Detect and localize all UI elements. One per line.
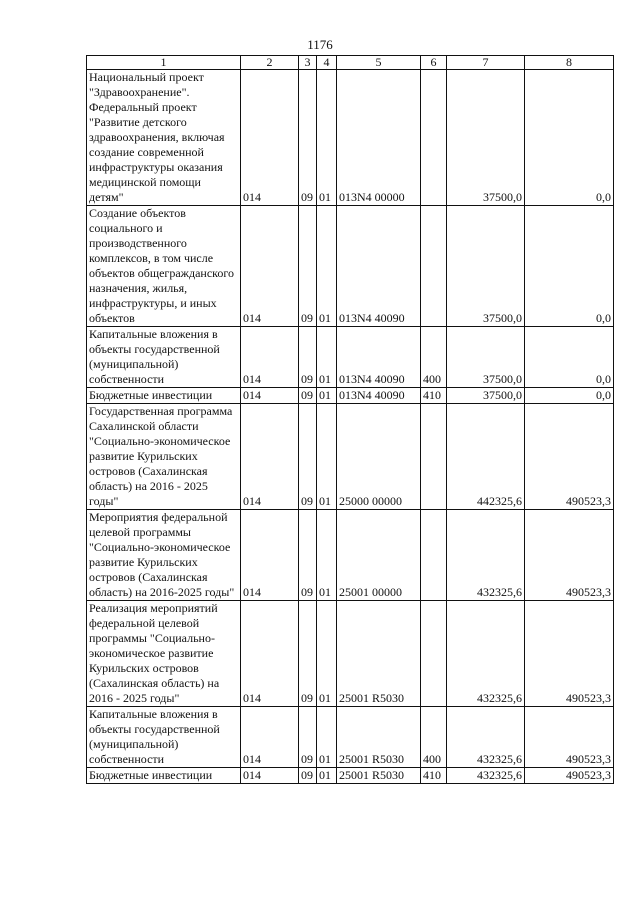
row-name: Мероприятия федеральной целевой программы "Социально-экономическое развитие Курильских островов (Сахалинская область) на 2016-2025 годы"	[87, 510, 241, 601]
subsection-code: 01	[317, 768, 337, 784]
column-header: 8	[525, 56, 614, 70]
ministry-code: 014	[241, 601, 299, 707]
row-name: Государственная программа Сахалинской области "Социально-экономическое развитие Курильских островов (Сахалинская область) на 2016 - 2025 годы"	[87, 404, 241, 510]
table-row	[87, 707, 614, 768]
amount-col-7: 432325,6	[447, 707, 525, 768]
subsection-code: 01	[317, 404, 337, 510]
amount-col-8: 0,0	[525, 327, 614, 388]
row-name: Бюджетные инвестиции	[87, 388, 241, 404]
ministry-code: 014	[241, 707, 299, 768]
expense-type-code	[421, 206, 447, 327]
amount-col-8: 490523,3	[525, 404, 614, 510]
target-article-code: 25001 R5030	[337, 601, 421, 707]
amount-col-7: 432325,6	[447, 768, 525, 784]
row-name: Капитальные вложения в объекты государственной (муниципальной) собственности	[87, 327, 241, 388]
expense-type-code	[421, 510, 447, 601]
table-row	[87, 206, 614, 327]
amount-col-8: 0,0	[525, 206, 614, 327]
section-code: 09	[299, 510, 317, 601]
page-number: 1176	[307, 37, 333, 52]
expense-type-code: 400	[421, 327, 447, 388]
table-row	[87, 768, 614, 784]
row-name: Создание объектов социального и производственного комплексов, в том числе объектов общегражданского назначения, жилья, инфраструктуры, и иных объектов	[87, 206, 241, 327]
subsection-code: 01	[317, 388, 337, 404]
section-code: 09	[299, 707, 317, 768]
row-name: Национальный проект "Здравоохранение". Федеральный проект "Развитие детского здравоохранения, включая создание современной инфраструктуры оказания медицинской помощи детям"	[87, 70, 241, 206]
row-name: Капитальные вложения в объекты государственной (муниципальной) собственности	[87, 707, 241, 768]
column-header: 7	[447, 56, 525, 70]
amount-col-8: 490523,3	[525, 768, 614, 784]
subsection-code: 01	[317, 70, 337, 206]
expense-type-code	[421, 601, 447, 707]
amount-col-7: 432325,6	[447, 510, 525, 601]
section-code: 09	[299, 768, 317, 784]
ministry-code: 014	[241, 510, 299, 601]
ministry-code: 014	[241, 768, 299, 784]
ministry-code: 014	[241, 327, 299, 388]
table-row	[87, 601, 614, 707]
expense-type-code: 410	[421, 388, 447, 404]
subsection-code: 01	[317, 206, 337, 327]
ministry-code: 014	[241, 70, 299, 206]
subsection-code: 01	[317, 707, 337, 768]
column-header: 5	[337, 56, 421, 70]
target-article-code: 25001 00000	[337, 510, 421, 601]
table-row	[87, 510, 614, 601]
amount-col-8: 490523,3	[525, 707, 614, 768]
ministry-code: 014	[241, 404, 299, 510]
amount-col-7: 37500,0	[447, 70, 525, 206]
section-code: 09	[299, 601, 317, 707]
expense-type-code: 410	[421, 768, 447, 784]
ministry-code: 014	[241, 206, 299, 327]
section-code: 09	[299, 404, 317, 510]
section-code: 09	[299, 206, 317, 327]
amount-col-7: 37500,0	[447, 327, 525, 388]
target-article-code: 013N4 40090	[337, 388, 421, 404]
target-article-code: 013N4 40090	[337, 327, 421, 388]
expense-type-code	[421, 70, 447, 206]
section-code: 09	[299, 70, 317, 206]
column-header: 3	[299, 56, 317, 70]
column-header: 1	[87, 56, 241, 70]
column-header: 4	[317, 56, 337, 70]
ministry-code: 014	[241, 388, 299, 404]
amount-col-8: 490523,3	[525, 510, 614, 601]
row-name: Бюджетные инвестиции	[87, 768, 241, 784]
subsection-code: 01	[317, 510, 337, 601]
expense-type-code	[421, 404, 447, 510]
expense-type-code: 400	[421, 707, 447, 768]
subsection-code: 01	[317, 327, 337, 388]
column-header: 6	[421, 56, 447, 70]
target-article-code: 25001 R5030	[337, 707, 421, 768]
amount-col-7: 37500,0	[447, 388, 525, 404]
table-header-row	[87, 56, 614, 70]
target-article-code: 25000 00000	[337, 404, 421, 510]
column-header: 2	[241, 56, 299, 70]
subsection-code: 01	[317, 601, 337, 707]
amount-col-7: 442325,6	[447, 404, 525, 510]
amount-col-7: 37500,0	[447, 206, 525, 327]
amount-col-8: 0,0	[525, 70, 614, 206]
table-row	[87, 388, 614, 404]
amount-col-8: 0,0	[525, 388, 614, 404]
budget-table	[86, 55, 614, 784]
amount-col-7: 432325,6	[447, 601, 525, 707]
target-article-code: 013N4 00000	[337, 70, 421, 206]
section-code: 09	[299, 327, 317, 388]
target-article-code: 013N4 40090	[337, 206, 421, 327]
amount-col-8: 490523,3	[525, 601, 614, 707]
row-name: Реализация мероприятий федеральной целевой программы "Социально-экономическое развитие Курильских островов (Сахалинская область) на 2016 - 2025 годы"	[87, 601, 241, 707]
table-row	[87, 70, 614, 206]
section-code: 09	[299, 388, 317, 404]
table-row	[87, 327, 614, 388]
target-article-code: 25001 R5030	[337, 768, 421, 784]
table-row	[87, 404, 614, 510]
